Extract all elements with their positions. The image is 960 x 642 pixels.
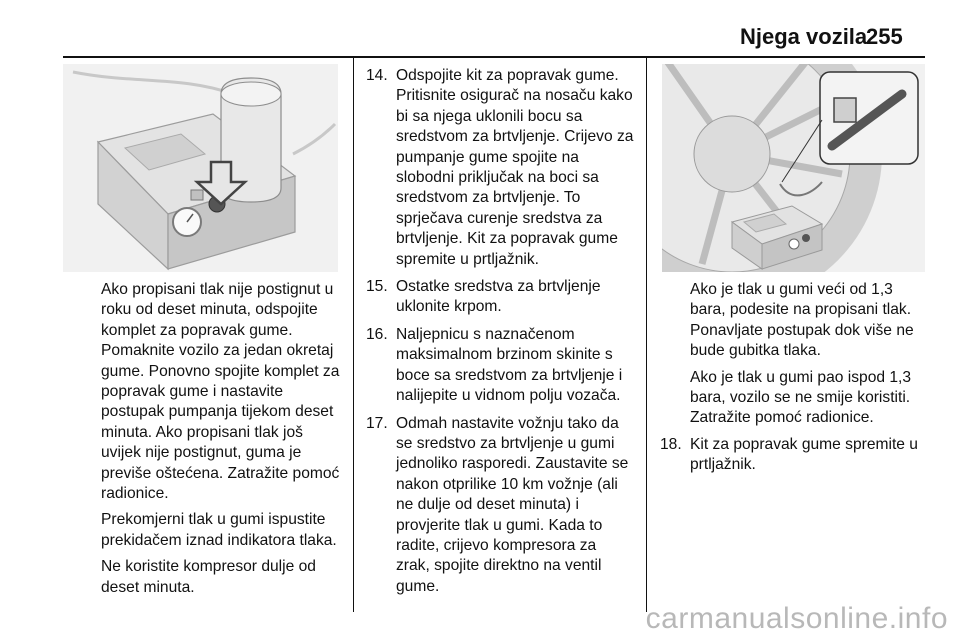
step-text: Odspojite kit za popravak gume. Pritisnite osigurač na nosaču kako bi sa njega uklonili bocu sa sredstvom za brtvljenje. Crijevo za pumpanje gume spojite na slobodni priključak na boci sa sredstvom za brtvljenje. To sprječava curenje sredstva za brtvljenje. Kit za popravak gume spremite u prtljažnik. [396,67,634,268]
wheel-valve-hose-icon [662,64,925,272]
watermark: carmanualsonline.info [645,602,948,635]
paragraph: Ako je tlak u gumi veći od 1,3 bara, podesite na propisani tlak. Ponavljate postupak dok više ne bude gubitka tlaka. [690,281,914,360]
column-2-text [366,66,634,604]
header-rule [63,56,925,58]
step-text: Kit za popravak gume spremite u prtljažnik. [690,435,918,474]
section-title: Njega vozila [740,24,868,49]
step-number: 17. [366,414,388,432]
step-number: 16. [366,325,388,343]
paragraph: Prekomjerni tlak u gumi ispustite prekidačem iznad indikatora tlaka. [101,511,337,549]
column-divider [353,58,354,612]
step-text: Ostatke sredstva za brtvljenje uklonite krpom. [396,278,601,316]
page-number: 255 [866,24,903,49]
compressor-kit-figure [63,64,338,272]
step-text: Naljepnicu s naznačenom maksimalnom brzinom skinite s boce sa sredstvom za brtvljenje i nalijepite u vidnom polju vozača. [396,325,623,405]
paragraph: Ako propisani tlak nije postignut u roku od deset minuta, odspojite komplet za popravak gume. Pomaknite vozilo za jedan okretaj gume. Ponovno spojite komplet za popravak gume i nastavite postupak pumpanja tijekom deset minuta. Ako propisani tlak još uvijek nije postignut, guma je previše oštećena. Zatražite pomoć radionice. [101,281,340,503]
column-divider [646,58,647,612]
column-3-text [660,280,926,483]
step-number: 15. [366,278,388,296]
list-item [660,435,926,476]
list-item [366,414,634,598]
step-number: 18. [660,435,682,453]
column-1-text [101,280,341,604]
list-item [366,277,634,318]
list-item [366,325,634,407]
paragraph: Ne koristite kompresor dulje od deset minuta. [101,558,316,596]
step-number: 14. [366,67,388,84]
list-item [366,66,634,270]
compressor-kit-icon [63,64,338,272]
step-text: Odmah nastavite vožnju tako da se sredstvo za brtvljenje u gumi jednoliko rasporedi. Zaustavite se nakon otprilike 10 km vožnje (ali ne dulje od deset minuta) i provjerite tlak u gumi. Kada to radite, crijevo kompresora za zrak, spojite direktno na ventil gume. [396,414,629,595]
paragraph: Ako je tlak u gumi pao ispod 1,3 bara, vozilo se ne smije koristiti. Zatražite pomoć radionice. [690,368,912,427]
wheel-hose-figure [662,64,925,272]
